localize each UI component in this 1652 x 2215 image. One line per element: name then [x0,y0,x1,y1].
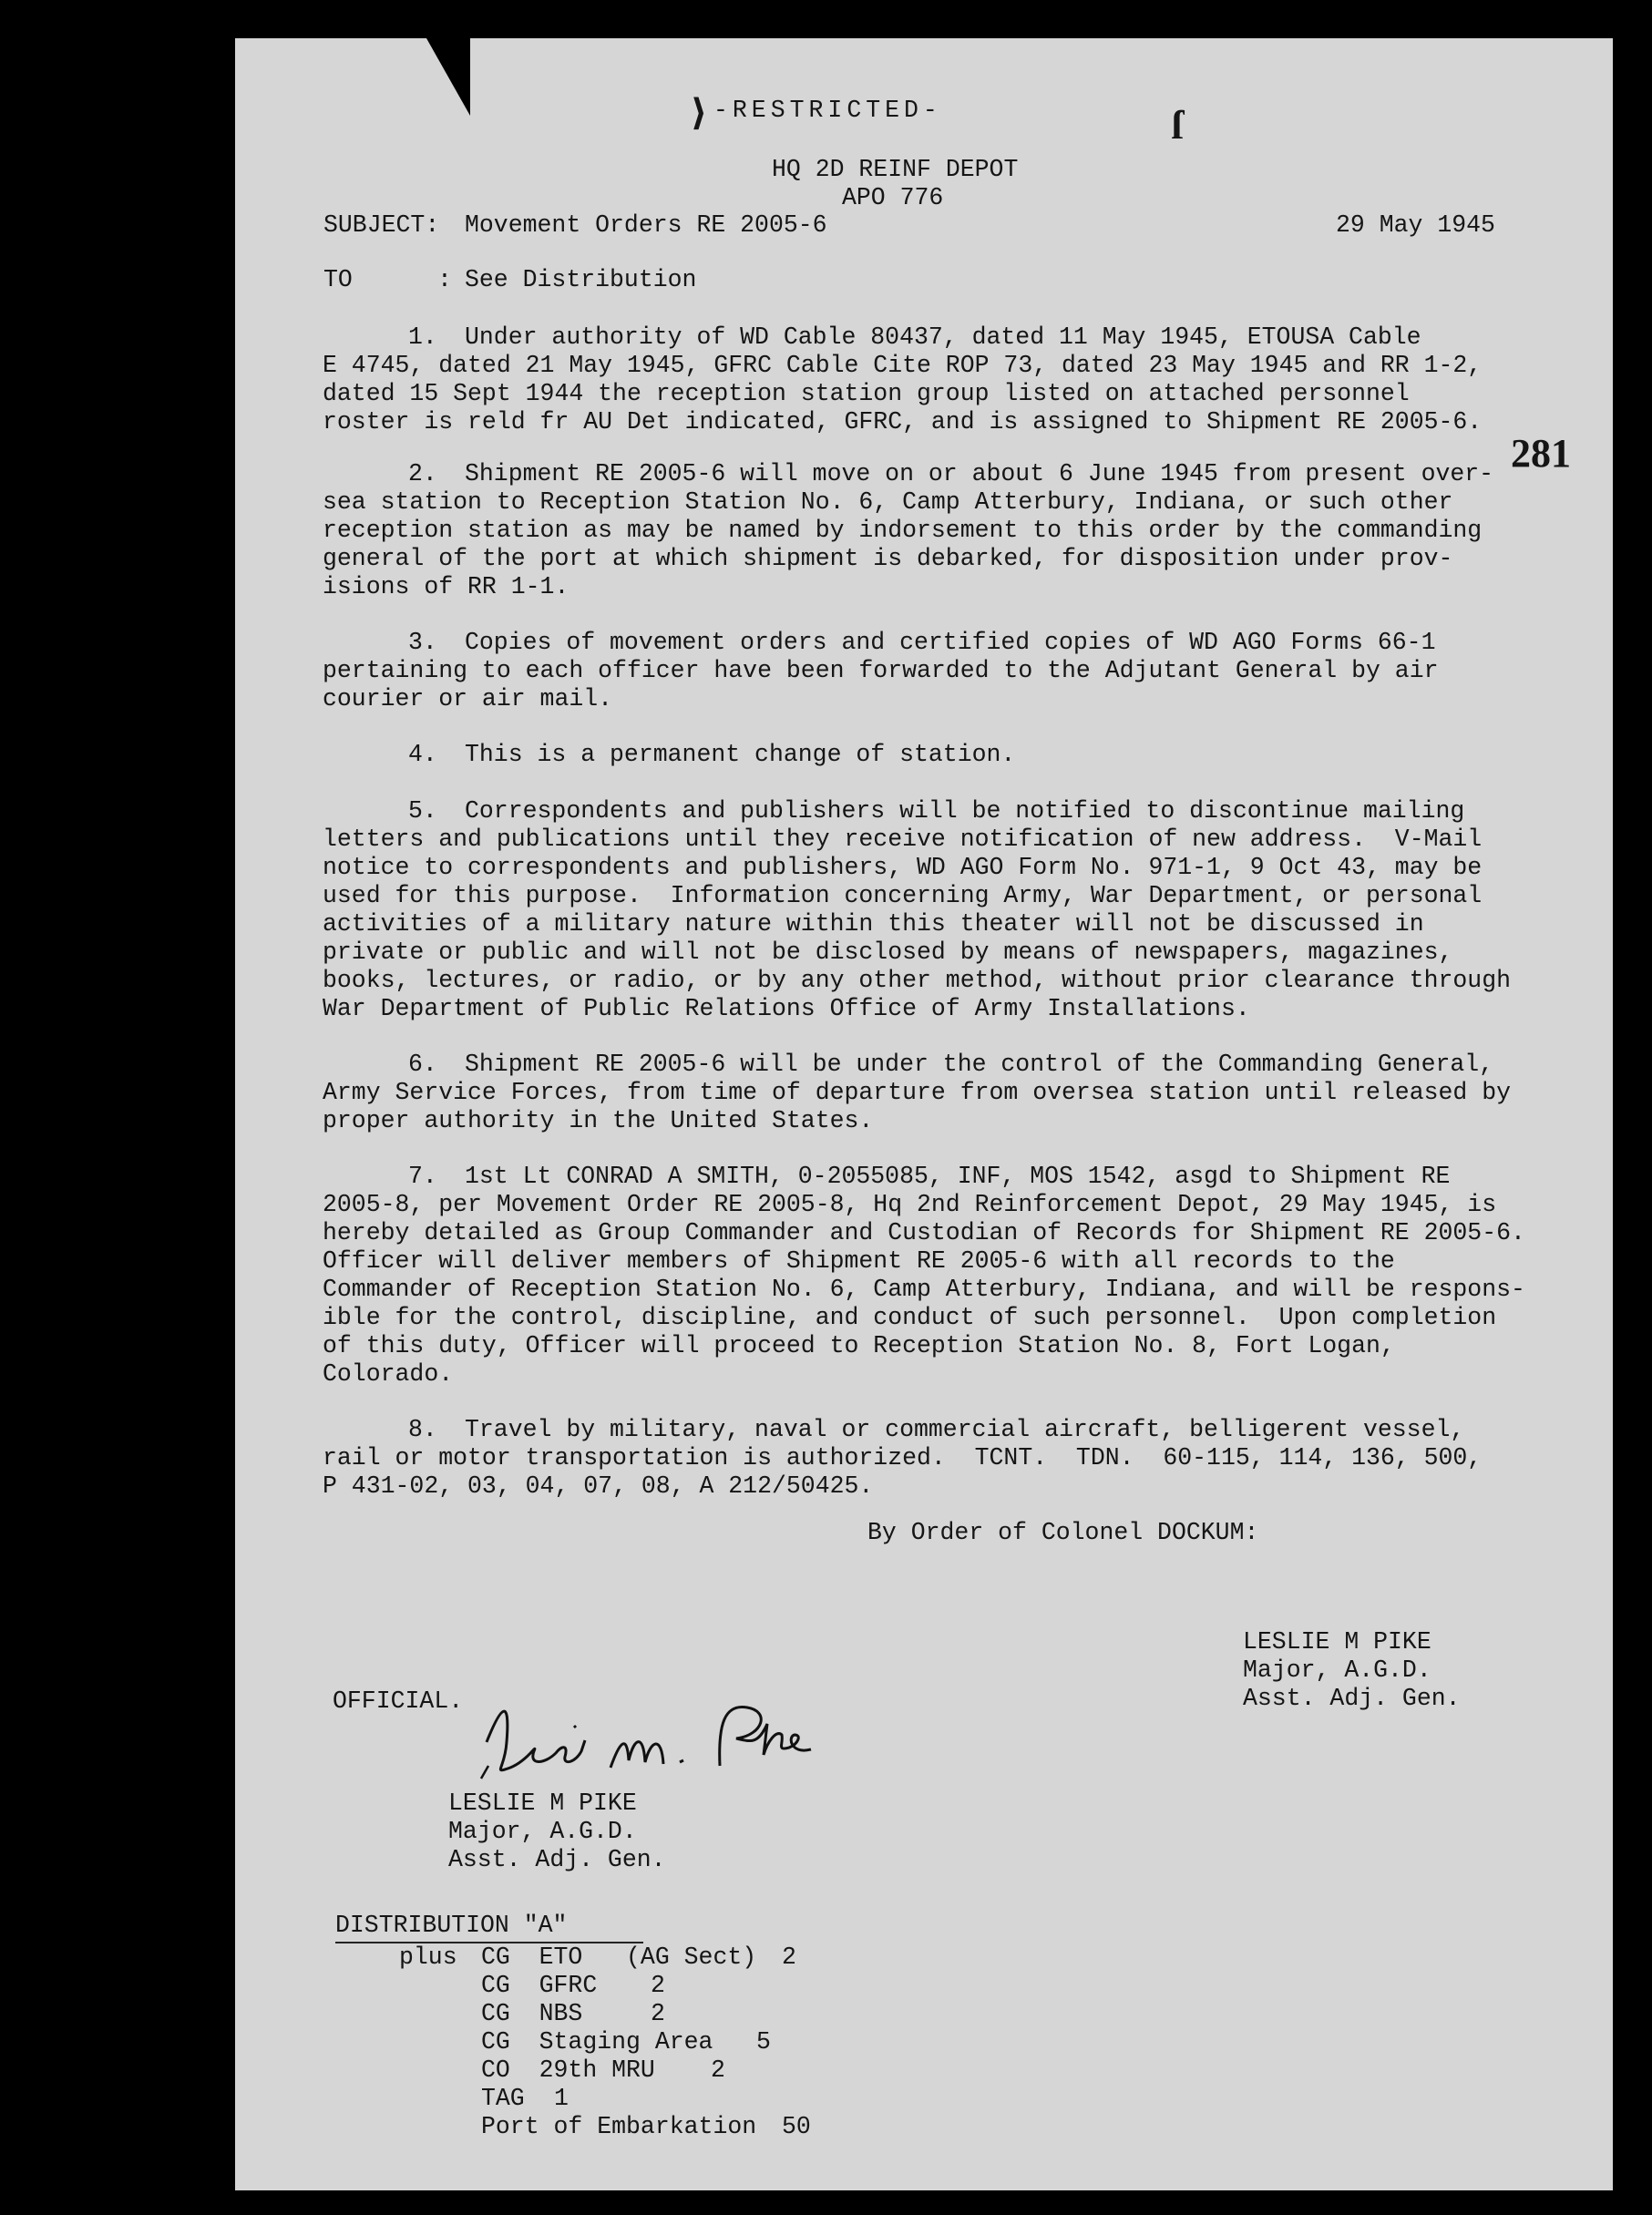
distribution-row: CG ETO (AG Sect) [481,1943,757,1971]
paragraph-6-number: 6. [408,1051,437,1078]
paragraph-2-line: Shipment RE 2005-6 will move on or about 6 June 1945 from present over- [465,460,1494,487]
distribution-count: 2 [782,1943,796,1971]
paragraph-5-line: notice to correspondents and publishers, WD AGO Form No. 971-1, 9 Oct 43, may be [323,854,1483,881]
paragraph-1-line: roster is reld fr AU Det indicated, GFRC, and is assigned to Shipment RE 2005-6. [323,408,1483,436]
paragraph-5-line: letters and publications until they receive notification of new address. V-Mail [323,825,1483,853]
paragraph-7-line: 2005-8, per Movement Order RE 2005-8, Hq 2nd Reinforcement Depot, 29 May 1945, is [323,1191,1497,1218]
paragraph-7-line: 1st Lt CONRAD A SMITH, 0-2055085, INF, MOS 1542, asgd to Shipment RE [465,1163,1451,1190]
apo-number: APO 776 [842,184,944,211]
authority-rank: Major, A.G.D. [1243,1656,1431,1684]
paragraph-4-line: This is a permanent change of station. [465,741,1016,768]
paragraph-2-line: sea station to Reception Station No. 6, Camp Atterbury, Indiana, or such other [323,488,1453,516]
official-label: OFFICIAL. [333,1687,464,1715]
pen-slash-mark: ſ [1172,103,1184,148]
paragraph-8-line: Travel by military, naval or commercial aircraft, belligerent vessel, [465,1416,1465,1443]
paragraph-5-line: used for this purpose. Information concerning Army, War Department, or personal [323,882,1483,909]
to-label: TO [323,266,353,293]
distribution-count: 2 [711,2056,725,2084]
distribution-row: CG Staging Area [481,2028,713,2056]
paragraph-3-line: pertaining to each officer have been forwarded to the Adjutant General by air [323,657,1439,684]
paragraph-6-line: Shipment RE 2005-6 will be under the control of the Commanding General, [465,1051,1494,1078]
to-text: See Distribution [465,266,697,293]
subject-label: SUBJECT: [323,211,440,239]
paragraph-3-line: Copies of movement orders and certified copies of WD AGO Forms 66-1 [465,629,1436,656]
page-number: 281 [1511,431,1571,476]
paragraph-8-number: 8. [408,1416,437,1443]
authority-name: LESLIE M PIKE [1243,1628,1431,1656]
official-name: LESLIE M PIKE [448,1789,637,1817]
distribution-count: 50 [782,2113,811,2140]
paragraph-5-line: War Department of Public Relations Office of Army Installations. [323,995,1250,1022]
subject-text: Movement Orders RE 2005-6 [465,211,827,239]
distribution-count: 1 [554,2085,569,2112]
paragraph-7-line: Officer will deliver members of Shipment RE 2005-6 with all records to the [323,1247,1395,1275]
distribution-plus: plus [399,1943,457,1971]
paragraph-2-line: general of the port at which shipment is debarked, for disposition under prov- [323,545,1453,572]
paragraph-3-number: 3. [408,629,437,656]
distribution-row: TAG [481,2085,525,2112]
official-rank: Major, A.G.D. [448,1818,637,1845]
paragraph-2-line: reception station as may be named by indorsement to this order by the commanding [323,517,1483,544]
paragraph-1-line: dated 15 Sept 1944 the reception station group listed on attached personnel [323,380,1410,407]
paragraph-7-line: hereby detailed as Group Commander and Custodian of Records for Shipment RE 2005-6. [323,1219,1525,1246]
paragraph-6-line: Army Service Forces, from time of departure from oversea station until released by [323,1079,1512,1106]
document-page [235,38,1613,2190]
paragraph-8-line: P 431-02, 03, 04, 07, 08, A 212/50425. [323,1472,874,1500]
paragraph-1-line: E 4745, dated 21 May 1945, GFRC Cable Cite ROP 73, dated 23 May 1945 and RR 1-2, [323,352,1483,379]
paragraph-5-line: activities of a military nature within this theater will not be discussed in [323,910,1424,938]
distribution-row: CO 29th MRU [481,2056,655,2084]
official-title: Asst. Adj. Gen. [448,1846,666,1873]
paragraph-5-line: private or public and will not be disclosed by means of newspapers, magazines, [323,938,1453,966]
paragraph-7-line: of this duty, Officer will proceed to Reception Station No. 8, Fort Logan, [323,1332,1395,1359]
distribution-heading: DISTRIBUTION "A" [335,1912,568,1939]
paragraph-2-line: isions of RR 1-1. [323,573,569,600]
paragraph-4-number: 4. [408,741,437,768]
torn-corner [426,38,470,116]
paragraph-7-line: Commander of Reception Station No. 6, Camp Atterbury, Indiana, and will be respons- [323,1276,1525,1303]
paragraph-1-number: 1. [408,323,437,351]
pen-tick-mark: ⟩ [691,92,708,133]
unit-name: HQ 2D REINF DEPOT [772,156,1019,183]
paragraph-5-line: books, lectures, or radio, or by any other method, without prior clearance through [323,967,1512,994]
paragraph-7-number: 7. [408,1163,437,1190]
classification-header: -RESTRICTED- [713,97,942,124]
paragraph-1-line: Under authority of WD Cable 80437, dated 11 May 1945, ETOUSA Cable [465,323,1421,351]
authority-title: Asst. Adj. Gen. [1243,1685,1461,1712]
by-order-line: By Order of Colonel DOCKUM: [867,1519,1259,1546]
paragraph-7-line: Colorado. [323,1360,454,1388]
distribution-count: 5 [756,2028,771,2056]
distribution-row: CG GFRC [481,1972,598,1999]
handwritten-signature [474,1687,857,1788]
paragraph-8-line: rail or motor transportation is authorized. TCNT. TDN. 60-115, 114, 136, 500, [323,1444,1483,1472]
distribution-count: 2 [651,2000,665,2027]
to-separator: : [437,266,452,293]
paragraph-5-number: 5. [408,797,437,825]
paragraph-2-number: 2. [408,460,437,487]
document-date: 29 May 1945 [1336,211,1495,239]
paragraph-5-line: Correspondents and publishers will be notified to discontinue mailing [465,797,1465,825]
paragraph-6-line: proper authority in the United States. [323,1107,874,1134]
paragraph-3-line: courier or air mail. [323,685,613,713]
distribution-row: Port of Embarkation [481,2113,757,2140]
paragraph-7-line: ible for the control, discipline, and conduct of such personnel. Upon completion [323,1304,1497,1331]
distribution-row: CG NBS [481,2000,583,2027]
distribution-count: 2 [651,1972,665,1999]
